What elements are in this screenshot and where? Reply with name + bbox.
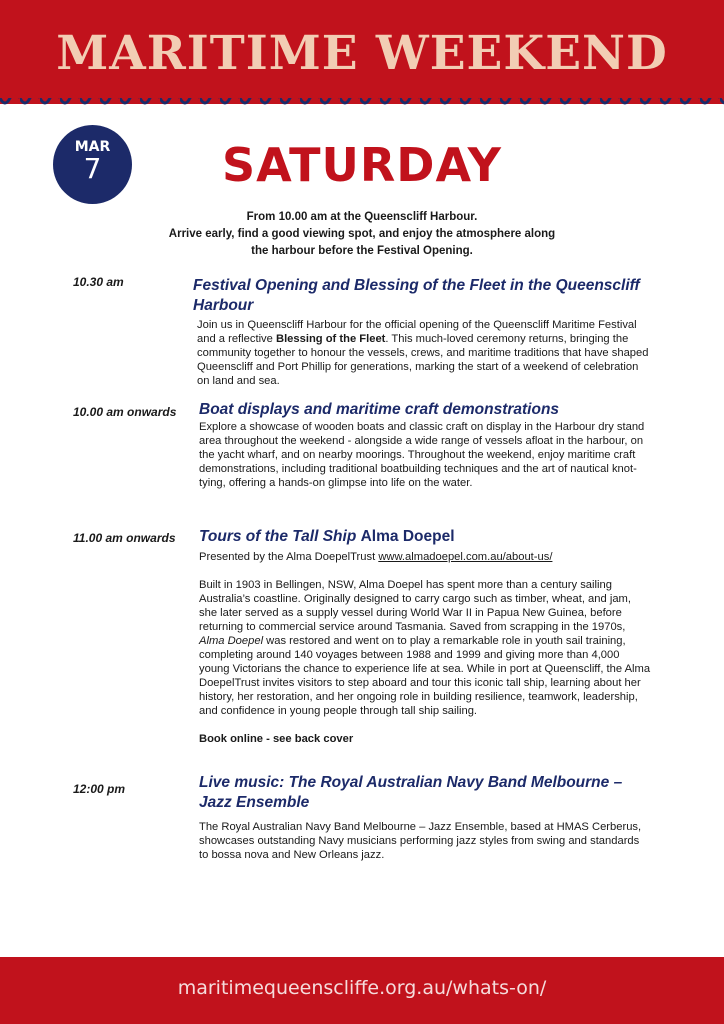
day-title — [0, 138, 724, 192]
body-segment: . This much-loved ceremony returns, bringing the community together to honour the vessels, crews, and maritime traditions that have shaped Queenscliff and Port Phillip for generations, marking the start of a weekend of celebration on land and sea. — [197, 333, 649, 387]
body-italic-segment: Alma Doepel — [199, 635, 264, 647]
day-title-text: SATURDAY — [221, 138, 502, 192]
event-title: Live music: The Royal Australian Navy Band Melbourne – Jazz Ensemble — [199, 774, 623, 811]
header-banner — [0, 0, 724, 104]
date-day: 7 — [83, 152, 102, 185]
event-time: 12:00 pm — [73, 782, 126, 796]
event-time: 10.30 am — [73, 275, 124, 289]
intro-line: From 10.00 am at the Queenscliff Harbour. — [246, 211, 478, 223]
body-paragraph: The Royal Australian Navy Band Melbourne – Jazz Ensemble, based at HMAS Cerberus, showcases outstanding Navy musicians performing jazz styles from swing and standards to bossa nova and New Orleans jazz. — [199, 821, 642, 861]
event-title: Festival Opening and Blessing of the Fleet in the Queenscliff Harbour — [193, 277, 640, 314]
event-title: Boat displays and maritime craft demonstrations — [199, 401, 560, 418]
title-italic: Tours of the Tall Ship — [199, 528, 357, 545]
event-time: 10.00 am onwards — [73, 405, 177, 419]
wave-border — [0, 92, 724, 116]
title-plain: Alma Doepel — [360, 528, 455, 545]
presented-by: Presented by the Alma DoepelTrust — [199, 551, 379, 563]
date-month: MAR — [74, 139, 111, 155]
header-title: MARITIME WEEKEND — [56, 26, 668, 81]
alma-doepel-link[interactable]: www.almadoepel.com.au/about-us/ — [378, 551, 553, 563]
event-time: 11.00 am onwards — [73, 531, 176, 545]
body-bold-segment: Blessing of the Fleet — [275, 333, 386, 345]
body-paragraph: Explore a showcase of wooden boats and classic craft on display in the Harbour dry stand area throughout the weekend - alongside a wide range of vessels afloat in the harbour, on the yacht wharf, and on nearby moorings. Throughout the weekend, enjoy maritime craft demonstrations, including traditional boatbuilding techniques and the art of nautical knot-tying, offering a hands-on glimpse into life on the water. — [199, 421, 645, 489]
book-online-note: Book online - see back cover — [199, 733, 354, 745]
footer-banner — [0, 957, 724, 1024]
footer-url[interactable]: maritimequeenscliffe.org.au/whats-on/ — [177, 977, 547, 999]
event-title — [199, 527, 659, 547]
intro-text — [140, 209, 584, 260]
event-body — [199, 550, 651, 760]
body-segment: Built in 1903 in Bellingen, NSW, Alma Doepel has spent more than a century sailing Australia’s coastline. Originally designed to carry cargo such as timber, wheat, and jam, she later served as a supply vessel during World War II in Papua New Guinea, before returning to commercial service around Tasmania. Saved from scrapping in the 1970s, — [199, 579, 631, 633]
intro-line: the harbour before the Festival Opening. — [251, 245, 473, 257]
body-segment: Join us in Queenscliff Harbour for the official opening of the Queenscliff Maritime Festival and a reflective — [197, 319, 637, 345]
event-body — [199, 820, 651, 876]
event-body — [199, 420, 651, 504]
intro-line: Arrive early, find a good viewing spot, and enjoy the atmosphere along — [168, 228, 556, 240]
event-body — [197, 318, 649, 402]
body-segment: was restored and went on to play a remarkable role in youth sail training, completing around 140 voyages between 1988 and 1999 and giving more than 4,000 young Victorians the chance to experience life at sea. While in port at Queenscliff, the Alma DoepelTrust invites visitors to step aboard and tour this iconic tall ship, learning about her history, her restoration, and her ongoing role in building resilience, teamwork, leadership, and confidence in young people through tall ship sailing. — [199, 635, 651, 717]
